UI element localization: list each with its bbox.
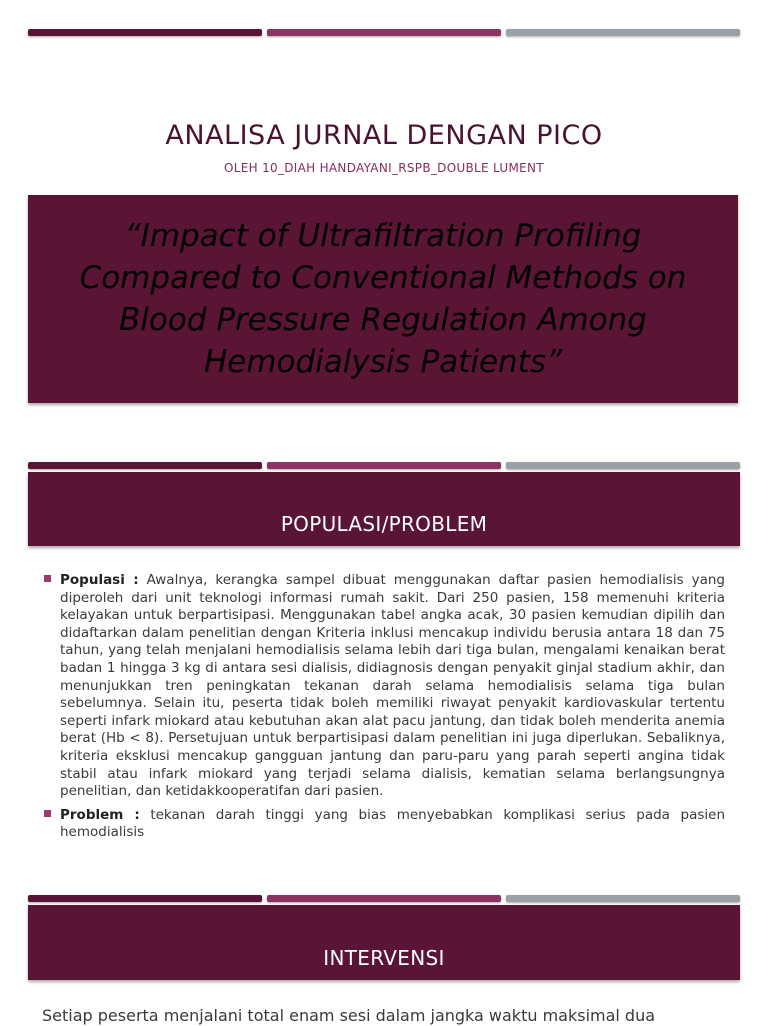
journal-title-quote: “Impact of Ultrafiltration Profiling Compared to Conventional Methods on Blood Pressure Regulation Among Hemodialysis Patients”	[79, 218, 687, 380]
accent-bar-plum	[267, 895, 501, 902]
list-item	[44, 572, 725, 801]
bullet-text: tekanan darah tinggi yang bias menyebabkan komplikasi serius pada pasien hemodialisis	[60, 806, 725, 841]
quote-banner	[28, 195, 738, 403]
bullet-term: Populasi :	[60, 572, 139, 588]
intervensi-body-text: Setiap peserta menjalani total enam sesi dalam jangka waktu maksimal dua	[42, 1006, 656, 1025]
accent-bar-plum	[267, 29, 501, 36]
section-heading: INTERVENSI	[323, 946, 445, 970]
accent-bar-plum	[267, 462, 501, 469]
list-item	[44, 807, 725, 842]
accent-bar-gray	[506, 462, 740, 469]
accent-bar-maroon	[28, 29, 262, 36]
accent-bar-gray	[506, 895, 740, 902]
bullet-text: Awalnya, kerangka sampel dibuat menggunakan daftar pasien hemodialisis yang diperoleh dari unit teknologi informasi rumah sakit. Dari 250 pasien, 158 memenuhi kriteria kelayakan untuk berpartisipasi. Menggunakan tabel angka acak, 30 pasien kemudian dipilih dan didaftarkan dalam penelitian dengan Kriteria inklusi mencakup individu berusia antara 18 dan 75 tahun, yang telah menjalani hemodialisis selama lebih dari tiga bulan, mengalami kenaikan berat badan 1 hingga 3 kg di antara sesi dialisis, didiagnosis dengan penyakit ginjal stadium akhir, dan menunjukkan tren peningkatan tekanan darah selama hemodialisis selama tiga bulan sebelumnya. Selain itu, peserta tidak boleh memiliki riwayat penyakit kardiovaskular tertentu seperti infark miokard atau kebutuhan akan alat pacu jantung, dan tidak boleh menderita anemia berat (Hb < 8). Persetujuan untuk berpartisipasi dalam penelitian ini juga diperlukan. Sebaliknya, kriteria eksklusi mencakup gangguan jantung dan paru-paru yang parah seperti angina tidak stabil atau infark miokard yang terjadi selama dialisis, kematian selama berlangsungnya penelitian, dan ketidakkooperatifan dari pasien.	[60, 572, 725, 800]
square-bullet-icon	[44, 810, 51, 817]
accent-bar-maroon	[28, 895, 262, 902]
square-bullet-icon	[44, 575, 51, 582]
accent-bar-maroon	[28, 462, 262, 469]
slide-subtitle: OLEH 10_DIAH HANDAYANI_RSPB_DOUBLE LUMENT	[224, 161, 544, 175]
top-accent-bars	[28, 29, 740, 37]
section-heading: POPULASI/PROBLEM	[280, 512, 488, 536]
intervensi-section-header	[28, 905, 740, 980]
bottom-accent-bars	[28, 895, 740, 903]
middle-accent-bars	[28, 462, 740, 470]
populasi-section-header	[28, 472, 740, 546]
accent-bar-gray	[506, 29, 740, 36]
slide-title: ANALISA JURNAL DENGAN PICO	[165, 120, 603, 151]
populasi-bullet-list	[44, 572, 725, 848]
bullet-term: Problem :	[60, 806, 140, 823]
